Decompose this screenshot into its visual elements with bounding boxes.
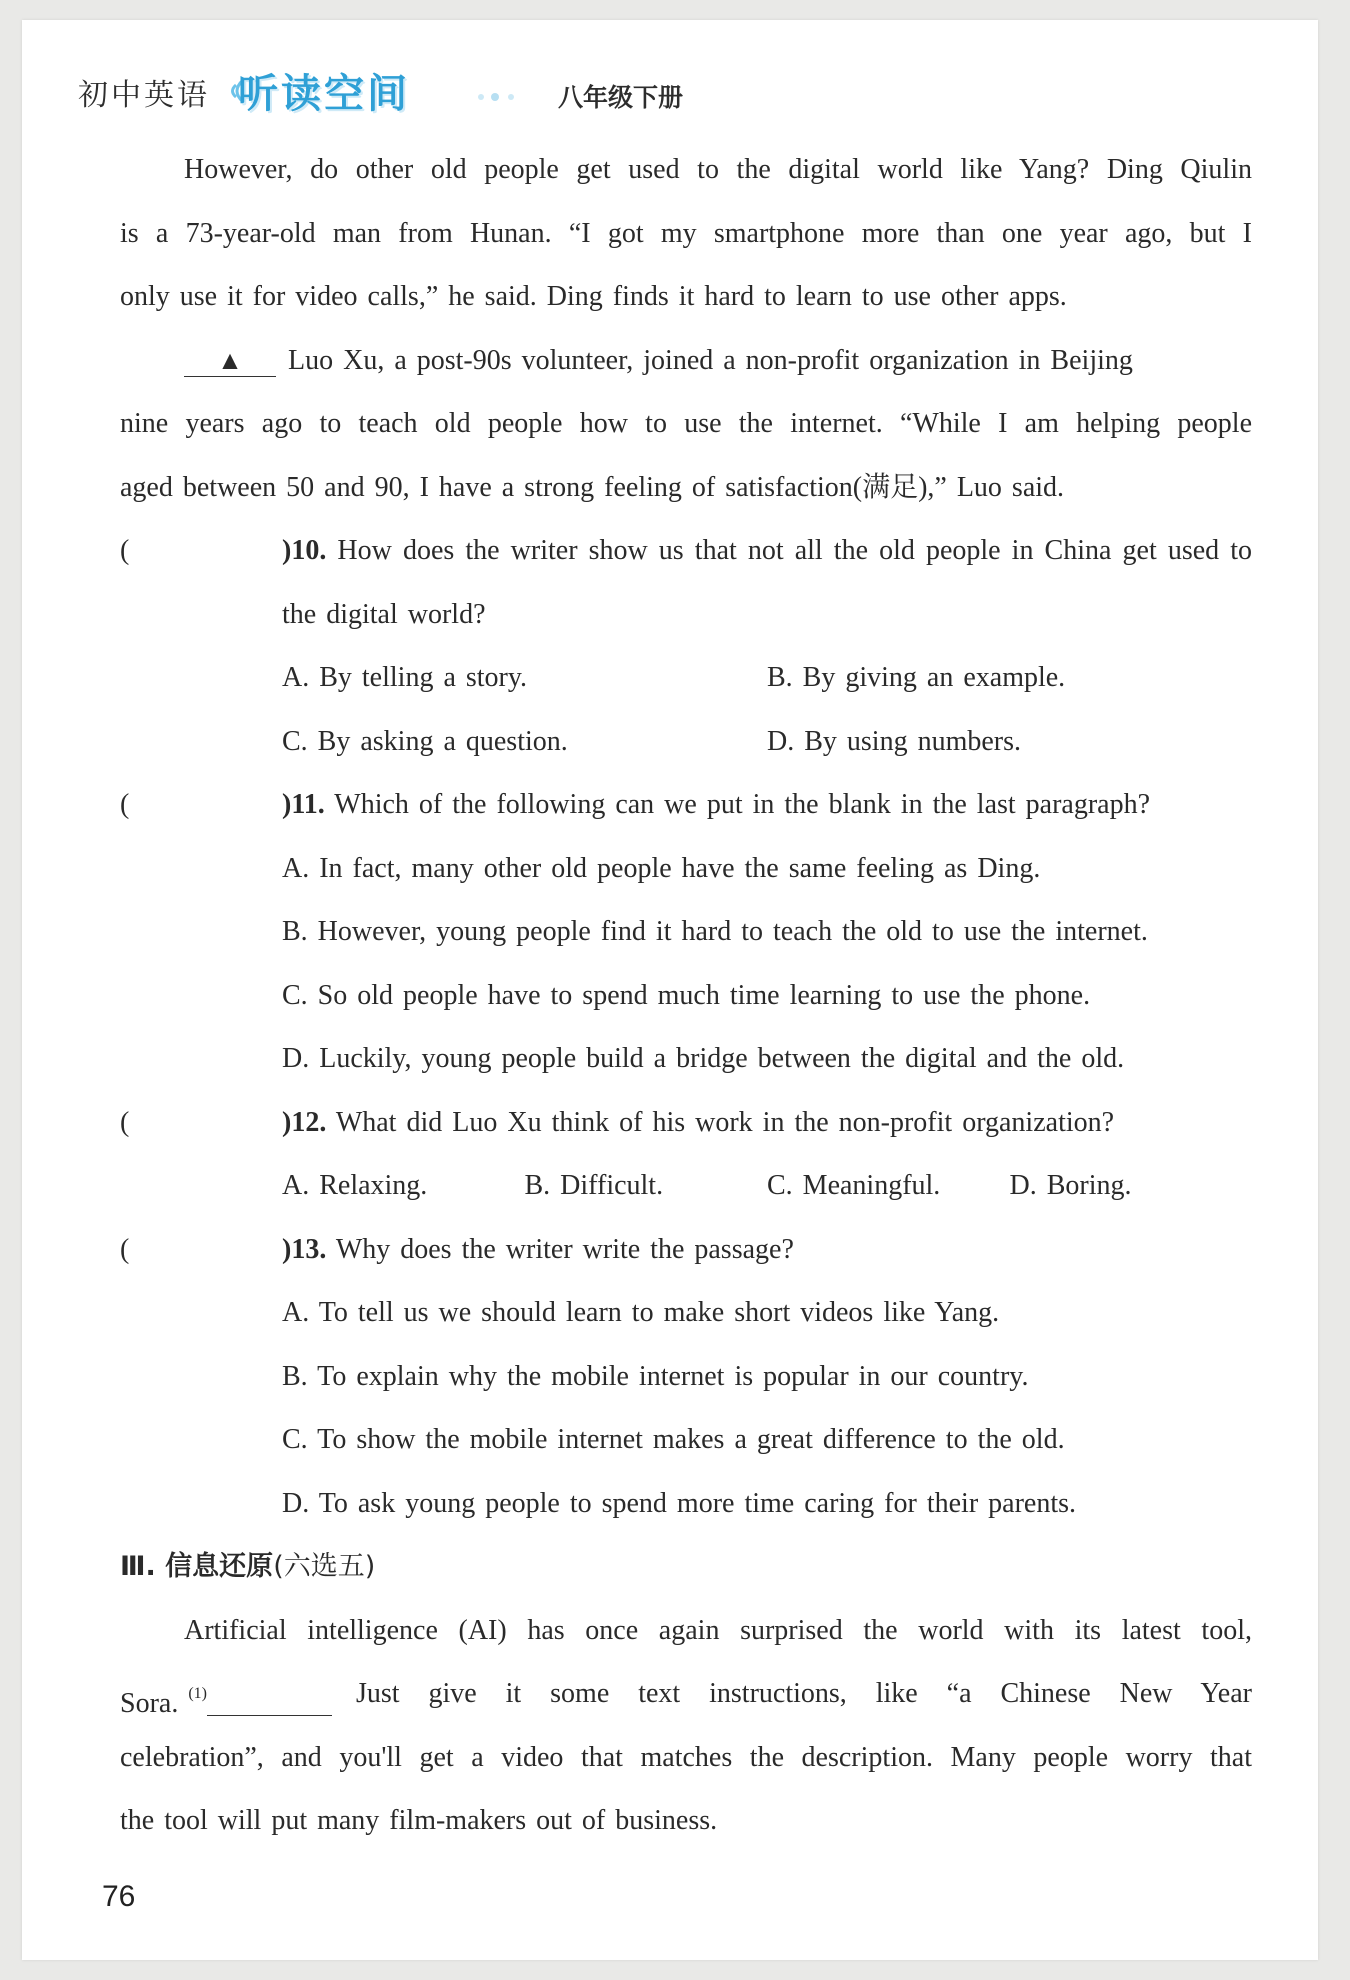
option-b: B. By giving an example. (767, 662, 1066, 693)
dots-decoration-icon (473, 82, 553, 112)
answer-bracket: ( (120, 1106, 130, 1138)
paragraph-text: Luo Xu, a post-90s volunteer, joined a non-profit organization in Beijing (288, 344, 1133, 376)
paragraph-line: only use it for video calls,” he said. Ding finds it hard to learn to use other apps. (120, 281, 1067, 312)
option-a: A. In fact, many other old people have the same feeling as Ding. (282, 852, 1041, 884)
paragraph-line: is a 73-year-old man from Hunan. “I got my smartphone more than one year ago, but I (120, 217, 1252, 249)
option-c: C. To show the mobile internet makes a great difference to the old. (282, 1424, 1065, 1455)
paragraph-line: the tool will put many film-makers out of business. (120, 1805, 718, 1836)
options-row (120, 1154, 1252, 1218)
option-d: D. By using numbers. (767, 725, 1021, 757)
option-a: A. By telling a story. (282, 662, 528, 693)
paragraph-line: aged between 50 and 90, I have a strong feeling of satisfaction(满足),” Luo said. (120, 471, 1065, 503)
option-a: A. To tell us we should learn to make short videos like Yang. (282, 1297, 1000, 1328)
question-number: )11. (282, 789, 325, 820)
question-text: the digital world? (282, 598, 486, 630)
brand-title: 听读空间 (238, 71, 410, 117)
paragraph-line: However, do other old people get used to the digital world like Yang? Ding Qiulin (184, 154, 1252, 185)
paragraph-line: nine years ago to teach old people how to use the internet. “While I am helping people (120, 408, 1252, 439)
answer-blank: ▲ (184, 346, 276, 377)
question-12 (120, 1091, 1252, 1155)
question-number: )12. (282, 1106, 327, 1138)
question-10 (120, 519, 1252, 583)
paragraph-line: Artificial intelligence (AI) has once again surprised the world with its latest tool, (184, 1614, 1252, 1646)
question-number: )13. (282, 1233, 327, 1265)
paragraph-line (120, 329, 1252, 393)
option-d: D. To ask young people to spend more time caring for their parents. (282, 1487, 1076, 1519)
question-number: )10. (282, 535, 327, 566)
option-d: D. Luckily, young people build a bridge between the digital and the old. (282, 1043, 1125, 1074)
question-text: )10. How does the writer show us that not all the old people in China get used to (282, 535, 1252, 566)
answer-blank (207, 1681, 332, 1716)
page-content (120, 138, 1252, 1853)
paragraph-text: Sora. $^{(1)}$ (120, 1662, 342, 1726)
answer-bracket: ( (120, 1233, 130, 1265)
section-subtitle: (六选五) (273, 1551, 376, 1582)
question-11 (120, 773, 1252, 837)
page-number: 76 (102, 1880, 136, 1913)
option-a: A. Relaxing. (282, 1170, 428, 1201)
answer-bracket: ( (120, 535, 130, 566)
paragraph-text: Just give it some text instructions, like “a Chinese New Year (355, 1678, 1252, 1709)
series-title: 初中英语 (78, 78, 210, 113)
question-text: )11. Which of the following can we put in the blank in the last paragraph? (282, 789, 1151, 820)
question-text: )13. Why does the writer write the passage? (282, 1233, 794, 1265)
options-row (120, 646, 1252, 710)
blank-label: (1) (188, 1685, 207, 1702)
option-c: C. So old people have to spend much time learning to use the phone. (282, 979, 1091, 1011)
textbook-page (22, 20, 1318, 1960)
section-title: Ⅲ. 信息还原 (120, 1551, 274, 1582)
paragraph-line: celebration”, and you'll get a video that matches the description. Many people worry that (120, 1741, 1252, 1773)
option-b: B. However, young people find it hard to teach the old to use the internet. (282, 916, 1148, 947)
option-b: B. Difficult. (524, 1170, 664, 1201)
option-b: B. To explain why the mobile internet is popular in our country. (282, 1360, 1029, 1392)
option-c: C. By asking a question. (282, 725, 568, 757)
option-c: C. Meaningful. (767, 1170, 941, 1201)
option-d: D. Boring. (1009, 1170, 1132, 1201)
paragraph-line (120, 1662, 1252, 1726)
options-row (120, 710, 1252, 774)
question-13 (120, 1218, 1252, 1282)
answer-bracket: ( (120, 789, 130, 820)
question-text: )12. What did Luo Xu think of his work in the non-profit organization? (282, 1106, 1115, 1138)
grade-label: 八年级下册 (558, 83, 684, 112)
section-heading (120, 1535, 1252, 1599)
